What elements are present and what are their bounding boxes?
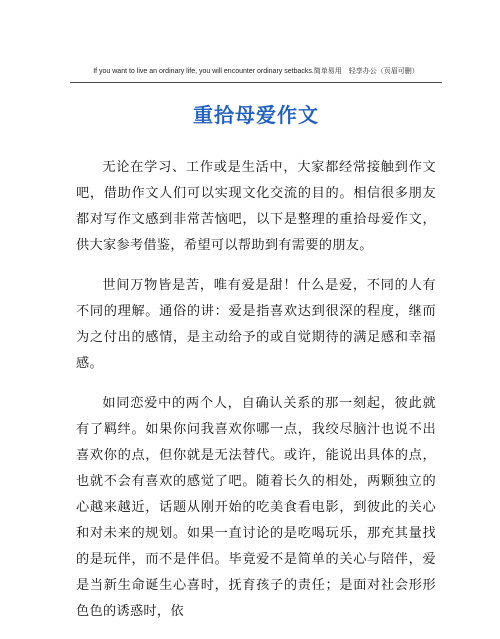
document-title: 重拾母爱作文: [193, 103, 319, 127]
paragraph-1: 无论在学习、工作或是生活中，大家都经常接触到作文吧，借助作文人们可以实现文化交流的目的。相信很多朋友都对写作文感到非常苦恼吧，以下是整理的重拾母爱作文，供大家参考借鉴，希望可以帮助到有需要的朋友。: [76, 160, 436, 253]
document-body: [76, 155, 436, 639]
header-divider: [70, 82, 442, 83]
paragraph-3: 如同恋爱中的两个人，自确认关系的那一刻起，彼此就有了羁绊。如果你问我喜欢你哪一点，我绞尽脑汁也说不出喜欢你的点，但你就是无法替代。或许，能说出具体的点，也就不会有喜欢的感觉了吧。随着长久的相处，两颗独立的心越来越近，话题从刚开始的吃美食看电影，到彼此的关心和对未来的规划。如果一直讨论的是吃喝玩乐，那充其量找的是玩伴，而不是伴侣。毕竟爱不是简单的关心与陪伴，爱是当新生命诞生心喜时，抚育孩子的责任；是面对社会形形色色的诱惑时，依: [76, 396, 436, 619]
page-header: [70, 58, 442, 80]
header-chinese-text: 简单易用 轻享办公（页眉可删）: [313, 67, 419, 75]
header-english-text: If you want to live an ordinary life, you will encounter ordinary setbacks.: [93, 68, 314, 75]
paragraph-2: 世间万物皆是苦，唯有爱是甜！什么是爱，不同的人有不同的理解。通俗的讲：爱是指喜欢达到很深的程度，继而为之付出的感情，是主动给予的或自觉期待的满足感和幸福感。: [76, 278, 436, 371]
